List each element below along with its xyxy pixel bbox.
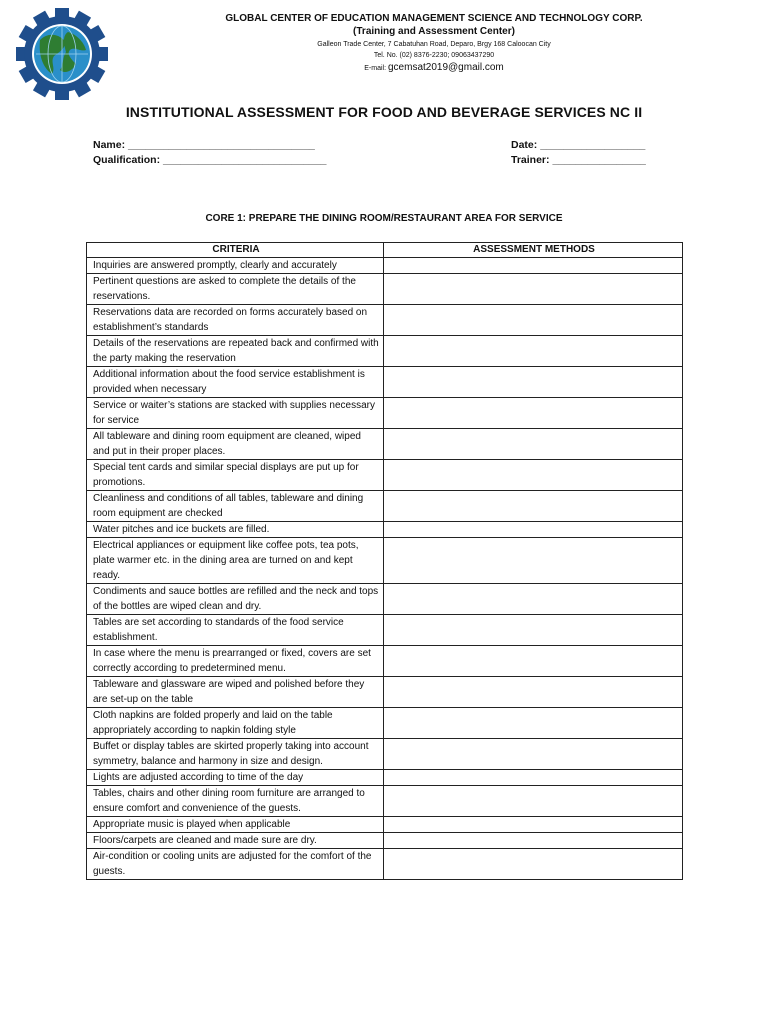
criteria-cell: Tables, chairs and other dining room furniture are arranged to ensure comfort and convenience of the guests. — [87, 786, 384, 817]
date-field[interactable] — [511, 139, 645, 151]
criteria-cell: Appropriate music is played when applicable — [87, 817, 384, 833]
table-header-row — [87, 243, 683, 258]
assessment-method-cell[interactable] — [384, 336, 683, 367]
qualification-label: Qualification: — [93, 154, 161, 166]
criteria-cell: Lights are adjusted according to time of the day — [87, 770, 384, 786]
criteria-cell: Tables are set according to standards of the food service establishment. — [87, 615, 384, 646]
criteria-cell: Buffet or display tables are skirted properly taking into account symmetry, balance and harmony in size and design. — [87, 739, 384, 770]
table-row — [87, 708, 683, 739]
table-row — [87, 584, 683, 615]
organization-telephone: Tel. No. (02) 8376-2230; 09063437290 — [373, 52, 495, 59]
assessment-method-cell[interactable] — [384, 538, 683, 584]
criteria-cell: Air-condition or cooling units are adjusted for the comfort of the guests. — [87, 849, 384, 880]
table-row — [87, 615, 683, 646]
criteria-cell: In case where the menu is prearranged or fixed, covers are set correctly according to predetermined menu. — [87, 646, 384, 677]
criteria-cell: Inquiries are answered promptly, clearly and accurately — [87, 258, 384, 274]
organization-logo — [12, 6, 112, 102]
assessment-method-cell[interactable] — [384, 460, 683, 491]
criteria-cell: Pertinent questions are asked to complete the details of the reservations. — [87, 274, 384, 305]
assessment-method-cell[interactable] — [384, 708, 683, 739]
table-row — [87, 336, 683, 367]
table-row — [87, 398, 683, 429]
globe-gear-logo-icon — [12, 6, 112, 102]
table-row — [87, 258, 683, 274]
email-label: E-mail: — [364, 65, 387, 72]
assessment-methods-header: ASSESSMENT METHODS — [384, 243, 683, 258]
criteria-cell: Cleanliness and conditions of all tables, tableware and dining room equipment are checked — [87, 491, 384, 522]
assessment-method-cell[interactable] — [384, 677, 683, 708]
trainer-field[interactable] — [511, 154, 646, 166]
table-row — [87, 677, 683, 708]
name-line: ________________________________ — [128, 139, 315, 151]
table-row — [87, 786, 683, 817]
criteria-header: CRITERIA — [87, 243, 384, 258]
table-row — [87, 305, 683, 336]
assessment-method-cell[interactable] — [384, 398, 683, 429]
assessment-method-cell[interactable] — [384, 739, 683, 770]
table-row — [87, 522, 683, 538]
letterhead — [150, 12, 688, 76]
criteria-cell: Additional information about the food service establishment is provided when necessary — [87, 367, 384, 398]
criteria-table — [86, 242, 683, 880]
criteria-cell: Service or waiter’s stations are stacked with supplies necessary for service — [87, 398, 384, 429]
assessment-method-cell[interactable] — [384, 258, 683, 274]
table-row — [87, 646, 683, 677]
criteria-cell: Floors/carpets are cleaned and made sure are dry. — [87, 833, 384, 849]
assessment-method-cell[interactable] — [384, 770, 683, 786]
table-row — [87, 367, 683, 398]
table-row — [87, 274, 683, 305]
criteria-cell: Details of the reservations are repeated back and confirmed with the party making the reservation — [87, 336, 384, 367]
organization-name: GLOBAL CENTER OF EDUCATION MANAGEMENT SCIENCE AND TECHNOLOGY CORP. — [225, 13, 643, 24]
assessment-method-cell[interactable] — [384, 646, 683, 677]
table-row — [87, 538, 683, 584]
organization-address: Galleon Trade Center, 7 Cabatuhan Road, Deparo, Brgy 168 Caloocan City — [317, 41, 551, 48]
table-row — [87, 833, 683, 849]
assessment-method-cell[interactable] — [384, 429, 683, 460]
table-row — [87, 460, 683, 491]
assessment-method-cell[interactable] — [384, 615, 683, 646]
qualification-field[interactable] — [93, 154, 327, 166]
table-row — [87, 429, 683, 460]
table-row — [87, 770, 683, 786]
document-title: INSTITUTIONAL ASSESSMENT FOR FOOD AND BEVERAGE SERVICES NC II — [125, 104, 643, 120]
table-row — [87, 739, 683, 770]
criteria-cell: Electrical appliances or equipment like coffee pots, tea pots, plate warmer etc. in the dining area are turned on and kept ready. — [87, 538, 384, 584]
assessment-method-cell[interactable] — [384, 305, 683, 336]
assessment-method-cell[interactable] — [384, 817, 683, 833]
name-label: Name: — [93, 139, 126, 151]
date-line: __________________ — [540, 139, 646, 151]
organization-email — [180, 61, 688, 76]
criteria-table-body — [87, 258, 683, 880]
qualification-line: ____________________________ — [163, 154, 327, 166]
core-section-title: CORE 1: PREPARE THE DINING ROOM/RESTAURANT AREA FOR SERVICE — [205, 213, 563, 224]
date-label: Date: — [511, 139, 538, 151]
assessment-method-cell[interactable] — [384, 491, 683, 522]
table-row — [87, 491, 683, 522]
table-row — [87, 849, 683, 880]
table-row — [87, 817, 683, 833]
criteria-cell: Condiments and sauce bottles are refilled and the neck and tops of the bottles are wiped clean and dry. — [87, 584, 384, 615]
assessment-method-cell[interactable] — [384, 833, 683, 849]
assessment-method-cell[interactable] — [384, 522, 683, 538]
assessment-method-cell[interactable] — [384, 584, 683, 615]
criteria-cell: Special tent cards and similar special displays are put up for promotions. — [87, 460, 384, 491]
organization-subtitle: (Training and Assessment Center) — [353, 26, 515, 37]
criteria-cell: Reservations data are recorded on forms accurately based on establishment’s standards — [87, 305, 384, 336]
trainer-line: ________________ — [552, 154, 646, 166]
assessment-method-cell[interactable] — [384, 274, 683, 305]
name-field[interactable] — [93, 139, 315, 151]
criteria-cell: Water pitches and ice buckets are filled. — [87, 522, 384, 538]
criteria-cell: All tableware and dining room equipment are cleaned, wiped and put in their proper places. — [87, 429, 384, 460]
assessment-method-cell[interactable] — [384, 367, 683, 398]
trainer-label: Trainer: — [511, 154, 550, 166]
criteria-cell: Cloth napkins are folded properly and laid on the table appropriately according to napkin folding style — [87, 708, 384, 739]
assessment-method-cell[interactable] — [384, 849, 683, 880]
assessment-method-cell[interactable] — [384, 786, 683, 817]
criteria-cell: Tableware and glassware are wiped and polished before they are set-up on the table — [87, 677, 384, 708]
email-value: gcemsat2019@gmail.com — [387, 62, 504, 73]
